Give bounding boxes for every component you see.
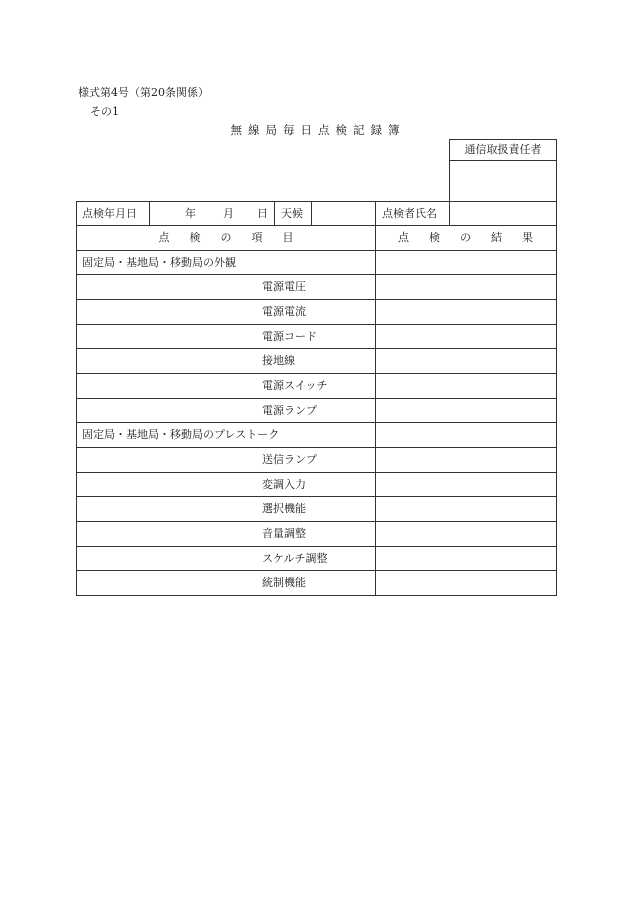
item-label: スケルチ調整 xyxy=(262,551,328,565)
title-char: 簿 xyxy=(388,123,400,137)
table-row xyxy=(77,546,556,571)
result-cell[interactable] xyxy=(376,325,556,349)
table-row xyxy=(77,570,556,595)
header-char: の xyxy=(220,231,232,244)
item-label: 送信ランプ xyxy=(262,452,317,466)
result-cell[interactable] xyxy=(376,473,556,497)
header-char: の xyxy=(460,231,471,244)
header-char: 検 xyxy=(429,231,440,244)
table-row xyxy=(77,447,556,472)
title-char: 局 xyxy=(265,123,277,137)
item-label: 電源ランプ xyxy=(262,403,317,417)
table-row xyxy=(77,274,556,299)
result-cell[interactable] xyxy=(376,571,556,595)
item-label: 音量調整 xyxy=(262,526,306,540)
form-number: 様式第4号（第20条関係） xyxy=(78,86,209,99)
day-label: 日 xyxy=(257,207,268,220)
header-char: 点 xyxy=(158,231,170,244)
form-sub-number: その1 xyxy=(90,105,119,118)
title-char: 記 xyxy=(353,123,365,137)
result-cell[interactable] xyxy=(376,251,556,275)
table-row xyxy=(77,299,556,324)
header-char: 果 xyxy=(522,231,533,244)
header-char: 点 xyxy=(398,231,409,244)
date-day-field[interactable] xyxy=(236,202,256,225)
title-char: 線 xyxy=(248,123,260,137)
item-label: 接地線 xyxy=(262,354,295,368)
result-cell[interactable] xyxy=(376,300,556,324)
month-label: 月 xyxy=(223,207,234,220)
result-cell[interactable] xyxy=(376,522,556,546)
table-row xyxy=(77,324,556,349)
table-row xyxy=(77,398,556,423)
header-char: 検 xyxy=(189,231,201,244)
result-cell[interactable] xyxy=(376,374,556,398)
result-cell[interactable] xyxy=(376,423,556,447)
table-row xyxy=(77,348,556,373)
title-char: 録 xyxy=(370,123,382,137)
table-row xyxy=(77,496,556,521)
header-char: 目 xyxy=(282,231,294,244)
header-char: 結 xyxy=(491,231,502,244)
result-cell[interactable] xyxy=(376,399,556,423)
weather-label: 天候 xyxy=(281,207,303,220)
result-cell[interactable] xyxy=(376,448,556,472)
weather-field[interactable] xyxy=(312,202,375,225)
inspector-name-field[interactable] xyxy=(450,202,556,225)
item-label: 統制機能 xyxy=(262,576,306,590)
category-label: 固定局・基地局・移動局のプレストーク xyxy=(82,428,280,442)
item-label: 変調入力 xyxy=(262,477,306,491)
title-char: 無 xyxy=(230,123,242,137)
divider xyxy=(375,202,376,225)
item-label: 電源コード xyxy=(262,329,317,343)
table-row xyxy=(77,521,556,546)
inspection-header-row xyxy=(76,201,557,226)
date-label: 点検年月日 xyxy=(82,207,137,220)
officer-signature-field[interactable] xyxy=(450,161,556,202)
result-cell[interactable] xyxy=(376,349,556,373)
category-label: 固定局・基地局・移動局の外観 xyxy=(82,255,236,269)
items-column-header xyxy=(77,226,375,249)
header-char: 項 xyxy=(251,231,263,244)
result-cell[interactable] xyxy=(376,275,556,299)
divider xyxy=(274,202,275,225)
date-year-field[interactable] xyxy=(150,202,180,225)
title-char: 点 xyxy=(318,123,330,137)
table-row xyxy=(77,373,556,398)
title-char: 日 xyxy=(300,123,312,137)
table-row xyxy=(77,250,556,275)
table-row xyxy=(77,472,556,497)
results-column-header xyxy=(375,226,556,249)
officer-label: 通信取扱責任者 xyxy=(450,140,556,161)
item-label: 選択機能 xyxy=(262,502,306,516)
officer-signature-box xyxy=(449,139,557,202)
item-label: 電源電流 xyxy=(262,304,306,318)
year-label: 年 xyxy=(185,207,196,220)
table-row xyxy=(77,422,556,447)
inspection-table xyxy=(76,225,557,596)
date-month-field[interactable] xyxy=(198,202,220,225)
result-cell[interactable] xyxy=(376,547,556,571)
title-char: 毎 xyxy=(283,123,295,137)
form-title xyxy=(0,122,630,138)
item-label: 電源スイッチ xyxy=(262,378,328,392)
result-cell[interactable] xyxy=(376,497,556,521)
item-label: 電源電圧 xyxy=(262,280,306,294)
inspector-label: 点検者氏名 xyxy=(382,207,437,220)
table-header-row xyxy=(77,225,556,250)
title-char: 検 xyxy=(335,123,347,137)
